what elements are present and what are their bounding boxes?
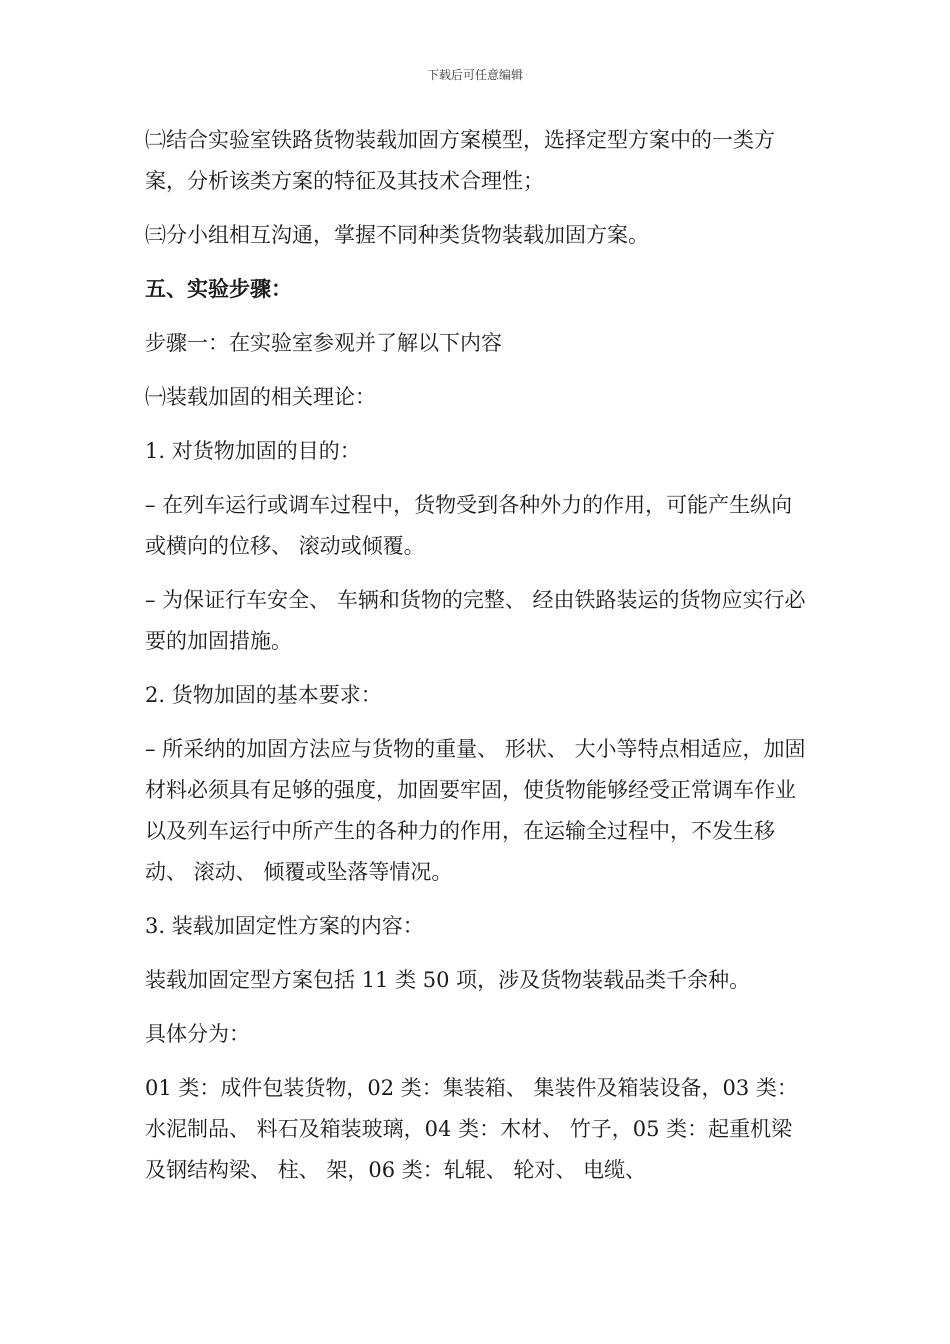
item-scheme-categories: 01 类：成件包装货物，02 类：集装箱、 集装件及箱装设备，03 类：水泥制品、 料石及箱装玻璃，04 类：木材、 竹子，05 类：起重机梁及钢结构梁、 柱、 架，06 类：轧辊、 轮对、 电缆、 [145, 1076, 798, 1182]
section-heading-steps: 五、实验步骤： [145, 277, 292, 301]
subsection-theory: ㈠装载加固的相关理论： [145, 385, 376, 409]
document-body [145, 120, 810, 1204]
item-purpose-title: 1. 对货物加固的目的： [145, 439, 361, 463]
item-scheme-title: 3. 装载加固定性方案的内容： [145, 914, 424, 938]
step-one-title: 步骤一：在实验室参观并了解以下内容 [145, 331, 502, 355]
item-scheme-summary: 装载加固定型方案包括 11 类 50 项，涉及货物装载品类千余种。 [145, 968, 751, 992]
paragraph-objective-3: ㈢分小组相互沟通，掌握不同种类货物装载加固方案。 [145, 223, 649, 247]
item-scheme-intro: 具体分为： [145, 1022, 250, 1046]
page-header-note: 下载后可任意编辑 [426, 68, 523, 82]
item-purpose-bullet-1: – 在列车运行或调车过程中，货物受到各种外力的作用，可能产生纵向或横向的位移、 滚动或倾覆。 [145, 493, 793, 558]
item-requirements-title: 2. 货物加固的基本要求： [145, 683, 382, 707]
item-purpose-bullet-2: – 为保证行车安全、 车辆和货物的完整、 经由铁路装运的货物应实行必要的加固措施。 [145, 588, 806, 653]
item-requirements-bullet-1: – 所采纳的加固方法应与货物的重量、 形状、 大小等特点相适应，加固材料必须具有足够的强度，加固要牢固，使货物能够经受正常调车作业以及列车运行中所产生的各种力的作用，在运输全过程中，不发生移动、 滚动、 倾覆或坠落等情况。 [145, 737, 806, 884]
paragraph-objective-2: ㈡结合实验室铁路货物装载加固方案模型，选择定型方案中的一类方案，分析该类方案的特征及其技术合理性； [145, 128, 775, 193]
